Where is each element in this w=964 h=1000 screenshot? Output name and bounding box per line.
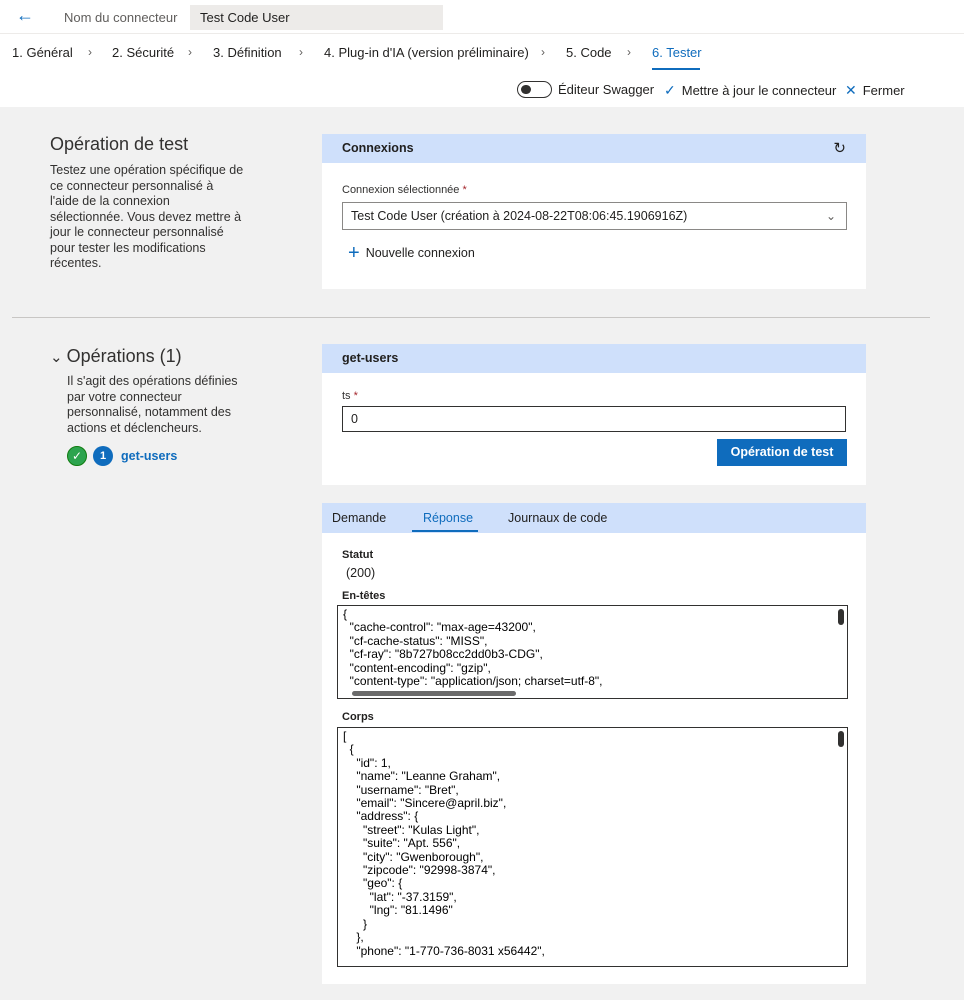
vertical-scrollbar[interactable] — [838, 609, 844, 625]
operation-number-badge: 1 — [93, 446, 113, 466]
tab-request[interactable]: Demande — [332, 511, 387, 525]
operation-card — [322, 344, 866, 485]
command-bar — [0, 72, 964, 107]
connection-select[interactable] — [342, 202, 847, 230]
operations-title-text: Opérations (1) — [66, 346, 182, 366]
selected-connection-label-text: Connexion sélectionnée — [342, 184, 460, 196]
arrow-left-icon[interactable]: ← — [16, 5, 34, 25]
new-connection-label: Nouvelle connexion — [365, 245, 475, 260]
step-definition[interactable]: 3. Définition — [213, 45, 282, 60]
ts-label-text: ts — [342, 390, 351, 402]
test-operation-title: Opération de test — [50, 134, 189, 154]
tab-response[interactable]: Réponse — [423, 511, 474, 525]
description-line: ce connecteur personnalisé à — [50, 178, 214, 193]
description-line: personnalisé, notamment des — [67, 405, 231, 419]
chevron-right-icon: › — [299, 45, 303, 59]
plus-icon: + — [348, 242, 360, 264]
response-tabs — [322, 503, 866, 533]
tab-code-logs[interactable]: Journaux de code — [508, 511, 608, 525]
description-line: Testez une opération spécifique de — [50, 163, 244, 177]
response-card — [322, 503, 866, 984]
description-line: par votre connecteur — [67, 389, 182, 404]
ts-input[interactable]: 0 — [342, 406, 846, 432]
swagger-editor-label[interactable]: Éditeur Swagger — [558, 82, 655, 97]
update-connector-button[interactable] — [664, 82, 836, 99]
test-operation-description — [50, 163, 260, 272]
close-label: Fermer — [862, 83, 905, 98]
close-icon: ✕ — [845, 82, 857, 98]
section-divider — [12, 317, 930, 318]
operation-card-header: get-users — [322, 344, 866, 373]
success-check-icon: ✓ — [67, 446, 87, 466]
swagger-editor-toggle[interactable] — [517, 81, 552, 98]
top-bar — [0, 0, 964, 34]
headers-label: En-têtes — [342, 590, 386, 602]
description-line: l'aide de la connexion — [50, 194, 170, 208]
description-line: pour tester les modifications — [50, 240, 206, 255]
operations-title[interactable] — [50, 346, 182, 367]
connections-header — [322, 134, 866, 163]
close-button[interactable] — [845, 82, 905, 99]
ts-label — [342, 390, 358, 402]
status-value: (200) — [346, 566, 376, 580]
chevron-right-icon: › — [627, 45, 631, 59]
chevron-right-icon: › — [541, 45, 545, 59]
connector-name-input[interactable]: Test Code User — [190, 5, 443, 30]
active-step-indicator — [652, 68, 700, 70]
step-code[interactable]: 5. Code — [566, 45, 612, 60]
description-line: sélectionnée. Vous devez mettre à — [50, 209, 242, 224]
operations-description — [67, 374, 267, 436]
active-tab-indicator — [412, 530, 478, 532]
body-content: [ { "id": 1, "name": "Leanne Graham", "username": "Bret", "email": "Sincere@april.biz", "address": { "street": "Kulas Light", "suite": "Apt. 556", "city": "Gwenborough", "zipcode": "92998-3874", "geo": { "lat": "-37.3159", "lng": "81.1496" } }, "phone": "1-770-736-8031 x56442", — [343, 729, 545, 958]
chevron-down-icon: ⌄ — [825, 209, 836, 223]
connections-title: Connexions — [342, 141, 414, 155]
operation-link[interactable]: get-users — [121, 449, 178, 463]
new-connection-button[interactable] — [348, 242, 475, 265]
connection-select-value: Test Code User (création à 2024-08-22T08:06:45.1906916Z) — [351, 209, 688, 223]
step-general[interactable]: 1. Général — [12, 45, 73, 60]
step-test[interactable]: 6. Tester — [652, 45, 702, 60]
chevron-right-icon: › — [188, 45, 192, 59]
checkmark-icon: ✓ — [664, 82, 676, 98]
description-line: actions et déclencheurs. — [67, 420, 202, 435]
description-line: Il s'agit des opérations définies — [67, 374, 238, 388]
body-textarea[interactable] — [337, 727, 848, 967]
test-operation-button[interactable]: Opération de test — [717, 439, 847, 466]
toggle-knob — [521, 85, 531, 94]
selected-connection-label — [342, 184, 467, 196]
connections-card — [322, 134, 866, 289]
refresh-icon[interactable]: ↻ — [833, 140, 846, 157]
headers-content: { "cache-control": "max-age=43200", "cf-cache-status": "MISS", "cf-ray": "8b727b08cc2dd0b3-CDG", "content-encoding": "gzip", "content-type": "application/json; charset=utf-8", — [343, 607, 603, 689]
operation-item[interactable] — [67, 446, 177, 466]
step-security[interactable]: 2. Sécurité — [112, 45, 175, 60]
description-line: récentes. — [50, 256, 102, 270]
body-label: Corps — [342, 711, 374, 723]
chevron-down-icon: ⌄ — [50, 349, 63, 366]
headers-textarea[interactable] — [337, 605, 848, 699]
horizontal-scrollbar[interactable] — [352, 691, 516, 696]
step-ai-plugin[interactable]: 4. Plug-in d'IA (version préliminaire) — [324, 45, 529, 60]
required-mark: * — [462, 184, 467, 196]
status-label: Statut — [342, 549, 374, 561]
connector-name-label: Nom du connecteur — [64, 10, 178, 25]
update-connector-label: Mettre à jour le connecteur — [681, 83, 837, 98]
chevron-right-icon: › — [88, 45, 92, 59]
required-mark: * — [353, 390, 358, 402]
vertical-scrollbar[interactable] — [838, 731, 844, 747]
wizard-steps — [0, 34, 964, 72]
description-line: jour le connecteur personnalisé — [50, 225, 224, 239]
